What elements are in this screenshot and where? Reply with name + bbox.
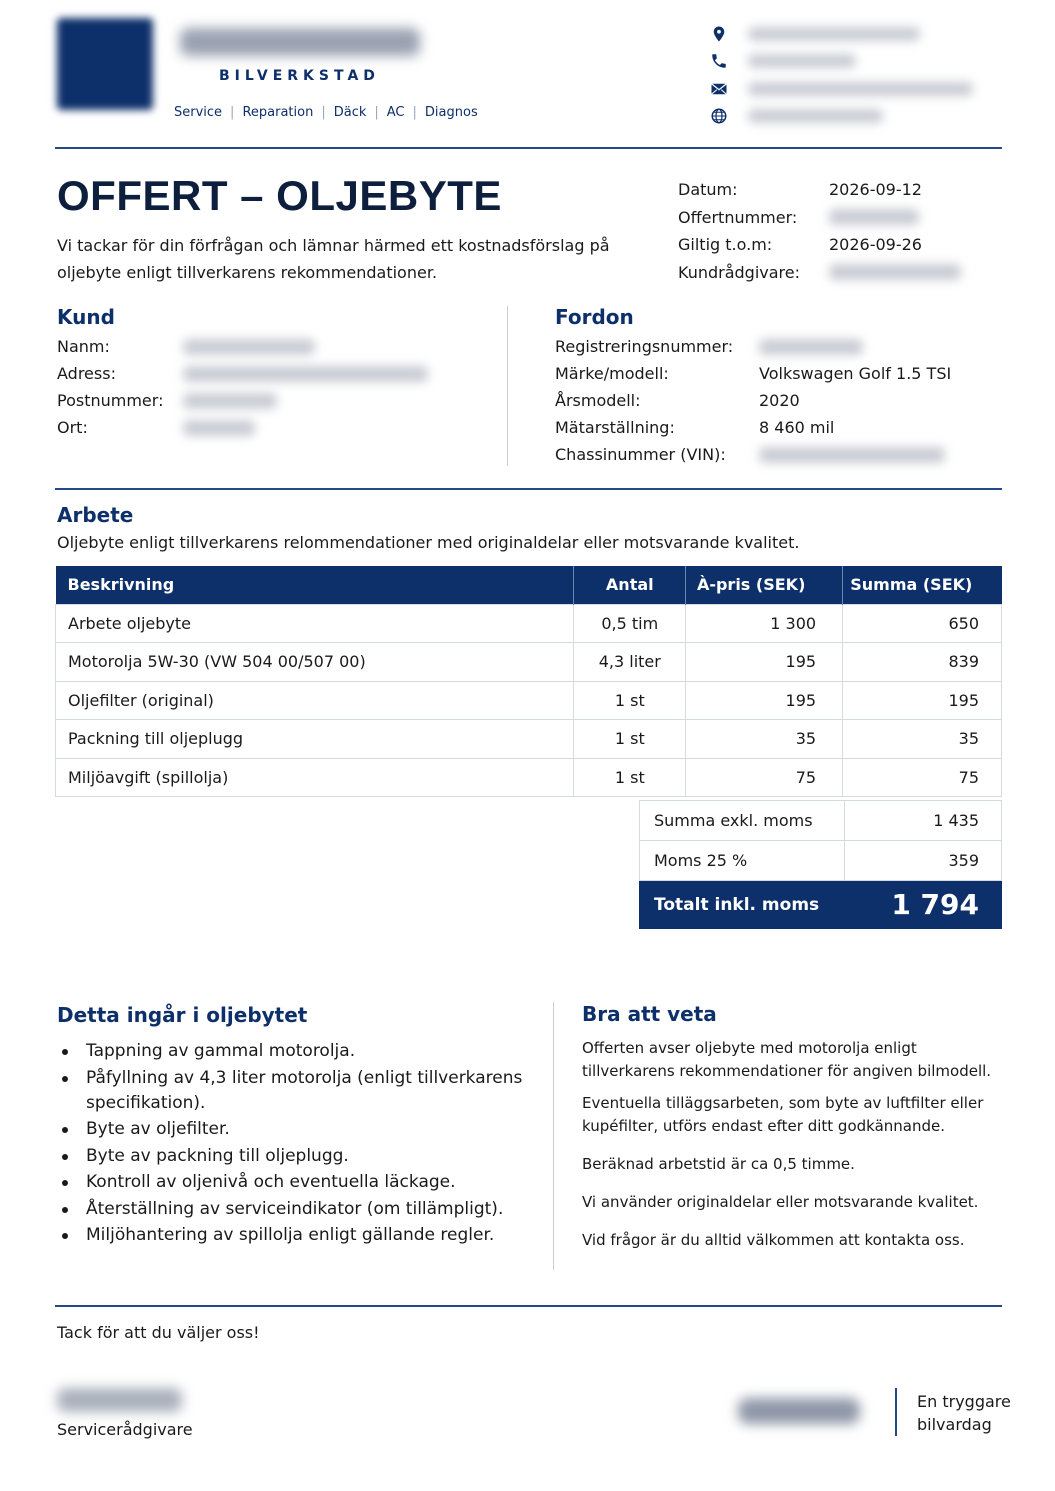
- item-quantity: 1 st: [574, 720, 686, 759]
- subtotal-value: 1 435: [845, 801, 1002, 841]
- customer-city-redacted: [183, 420, 255, 436]
- column-header: Beskrivning: [56, 566, 574, 604]
- signature-name-redacted: [57, 1388, 182, 1412]
- customer-label: Ort:: [57, 418, 88, 437]
- vat-value: 359: [845, 841, 1002, 881]
- services-list: Service | Reparation | Däck | AC | Diagnos: [174, 105, 478, 120]
- table-row: [56, 604, 1002, 643]
- meta-valid-until: 2026-09-26: [829, 235, 922, 255]
- column-header: À-pris (SEK): [686, 566, 843, 604]
- contact-web: [710, 103, 990, 131]
- quote-number-redacted: [829, 209, 919, 225]
- quote-meta: [678, 176, 961, 286]
- phone-redacted: [748, 54, 856, 68]
- vehicle-year: 2020: [759, 391, 800, 410]
- item-description: Motorolja 5W-30 (VW 504 00/507 00): [56, 643, 574, 682]
- subtotal-row: [640, 801, 1002, 841]
- list-item: Byte av oljefilter.: [57, 1117, 527, 1142]
- grand-total-label: Totalt inkl. moms: [640, 881, 845, 929]
- meta-label: Offertnummer:: [678, 207, 798, 227]
- customer-label: Adress:: [57, 364, 116, 383]
- grand-total-value: 1 794: [845, 881, 1002, 929]
- intro-text: Vi tackar för din förfrågan och lämnar härmed ett kostnadsförslag på oljebyte enligt tillverkarens rekommendationer.: [57, 236, 610, 282]
- good-to-know-section: [582, 1002, 1002, 1252]
- vehicle-label: Registreringsnummer:: [555, 337, 734, 356]
- item-sum: 75: [843, 758, 1002, 797]
- item-description: Oljefilter (original): [56, 681, 574, 720]
- customer-section: [57, 305, 428, 441]
- contact-block: [710, 20, 990, 130]
- service-item: Service: [174, 105, 223, 120]
- company-subtitle: BILVERKSTAD: [219, 68, 380, 84]
- customer-postcode-redacted: [183, 393, 277, 409]
- company-name-redacted: [180, 28, 420, 56]
- page-title: OFFERT – OLJEBYTE: [57, 172, 502, 219]
- grand-total-row: [640, 881, 1002, 929]
- item-description: Miljöavgift (spillolja): [56, 758, 574, 797]
- section-rule: [55, 488, 1002, 490]
- item-quantity: 4,3 liter: [574, 643, 686, 682]
- service-item: AC: [386, 105, 405, 120]
- item-quantity: 1 st: [574, 758, 686, 797]
- footer-rule: [55, 1305, 1002, 1307]
- good-to-know-title: Bra att veta: [582, 1002, 717, 1026]
- list-item: Byte av packning till oljeplugg.: [57, 1144, 527, 1169]
- included-section: [57, 1003, 527, 1250]
- item-sum: 195: [843, 681, 1002, 720]
- line-items-table: [55, 566, 1002, 797]
- vehicle-label: Märke/modell:: [555, 364, 669, 383]
- meta-label: Kundrådgivare:: [678, 262, 801, 282]
- service-item: Reparation: [242, 105, 314, 120]
- column-header: Antal: [574, 566, 686, 604]
- list-item: Kontroll av oljenivå och eventuella läckage.: [57, 1170, 527, 1195]
- table-row: [56, 681, 1002, 720]
- vehicle-label: Chassinummer (VIN):: [555, 445, 726, 464]
- customer-label: Nanm:: [57, 337, 110, 356]
- item-description: Arbete oljebyte: [56, 604, 574, 643]
- contact-email: [710, 75, 990, 103]
- subtotal-label: Summa exkl. moms: [640, 801, 845, 841]
- phone-icon: [710, 52, 728, 70]
- meta-date: 2026-09-12: [829, 180, 922, 200]
- address-redacted: [748, 27, 920, 41]
- thanks-text: Tack för att du väljer oss!: [57, 1323, 260, 1342]
- section-divider: [553, 1002, 554, 1270]
- info-paragraph: Vid frågor är du alltid välkommen att kontakta oss.: [582, 1231, 965, 1249]
- slogan: [917, 1390, 1011, 1436]
- vehicle-section: [555, 305, 951, 468]
- column-header: Summa (SEK): [843, 566, 1002, 604]
- slogan-line: bilvardag: [917, 1415, 992, 1434]
- service-item: Däck: [333, 105, 367, 120]
- table-row: [56, 643, 1002, 682]
- registration-redacted: [759, 339, 863, 355]
- list-item: Miljöhantering av spillolja enligt gällande regler.: [57, 1223, 527, 1248]
- customer-name-redacted: [183, 339, 315, 355]
- info-paragraph: Offerten avser oljebyte med motorolja enligt tillverkarens rekommendationer för angiven bilmodell.: [582, 1039, 992, 1080]
- list-item: Påfyllning av 4,3 liter motorolja (enligt tillverkarens specifikation).: [57, 1066, 527, 1116]
- contact-address: [710, 20, 990, 48]
- totals-table: [639, 800, 1002, 929]
- work-description: Oljebyte enligt tillverkarens relommendationer med originaldelar eller motsvarande kvalitet.: [57, 533, 800, 552]
- mail-icon: [710, 80, 728, 98]
- customer-label: Postnummer:: [57, 391, 164, 410]
- signature-role: Servicerådgivare: [57, 1420, 193, 1439]
- info-paragraph: Eventuella tilläggsarbeten, som byte av luftfilter eller kupéfilter, utförs endast efter ditt godkännande.: [582, 1094, 984, 1135]
- item-unit-price: 35: [686, 720, 843, 759]
- customer-title: Kund: [57, 305, 115, 329]
- service-item: Diagnos: [424, 105, 478, 120]
- vin-redacted: [759, 447, 945, 463]
- item-unit-price: 75: [686, 758, 843, 797]
- item-quantity: 0,5 tim: [574, 604, 686, 643]
- location-pin-icon: [710, 25, 728, 43]
- item-unit-price: 195: [686, 643, 843, 682]
- footer-logo-redacted: [738, 1398, 860, 1424]
- included-list: [57, 1039, 527, 1248]
- vehicle-label: Årsmodell:: [555, 391, 641, 410]
- table-row: [56, 720, 1002, 759]
- table-header-row: [56, 566, 1002, 604]
- info-paragraph: Vi använder originaldelar eller motsvarande kvalitet.: [582, 1193, 979, 1211]
- email-redacted: [748, 82, 973, 96]
- info-paragraph: Beräknad arbetstid är ca 0,5 timme.: [582, 1155, 855, 1173]
- vat-row: [640, 841, 1002, 881]
- contact-phone: [710, 48, 990, 76]
- vehicle-label: Mätarställning:: [555, 418, 675, 437]
- company-logo: [57, 18, 153, 110]
- list-item: Återställning av serviceindikator (om tillämpligt).: [57, 1197, 527, 1222]
- website-redacted: [748, 109, 883, 123]
- item-quantity: 1 st: [574, 681, 686, 720]
- table-row: [56, 758, 1002, 797]
- slogan-line: En tryggare: [917, 1392, 1011, 1411]
- item-sum: 650: [843, 604, 1002, 643]
- globe-icon: [710, 107, 728, 125]
- vehicle-mileage: 8 460 mil: [759, 418, 835, 437]
- item-unit-price: 1 300: [686, 604, 843, 643]
- advisor-redacted: [829, 264, 961, 280]
- list-item: Tappning av gammal motorolja.: [57, 1039, 527, 1064]
- meta-label: Datum:: [678, 180, 738, 200]
- item-description: Packning till oljeplugg: [56, 720, 574, 759]
- vat-label: Moms 25 %: [640, 841, 845, 881]
- vehicle-title: Fordon: [555, 305, 634, 329]
- header-divider: [55, 147, 1002, 149]
- item-sum: 35: [843, 720, 1002, 759]
- work-title: Arbete: [57, 503, 134, 527]
- item-sum: 839: [843, 643, 1002, 682]
- customer-address-redacted: [183, 366, 428, 382]
- vehicle-model: Volkswagen Golf 1.5 TSI: [759, 364, 952, 383]
- meta-label: Giltig t.o.m:: [678, 235, 773, 255]
- footer-divider: [895, 1388, 897, 1436]
- section-divider: [507, 306, 508, 466]
- item-unit-price: 195: [686, 681, 843, 720]
- included-title: Detta ingår i oljebytet: [57, 1003, 308, 1027]
